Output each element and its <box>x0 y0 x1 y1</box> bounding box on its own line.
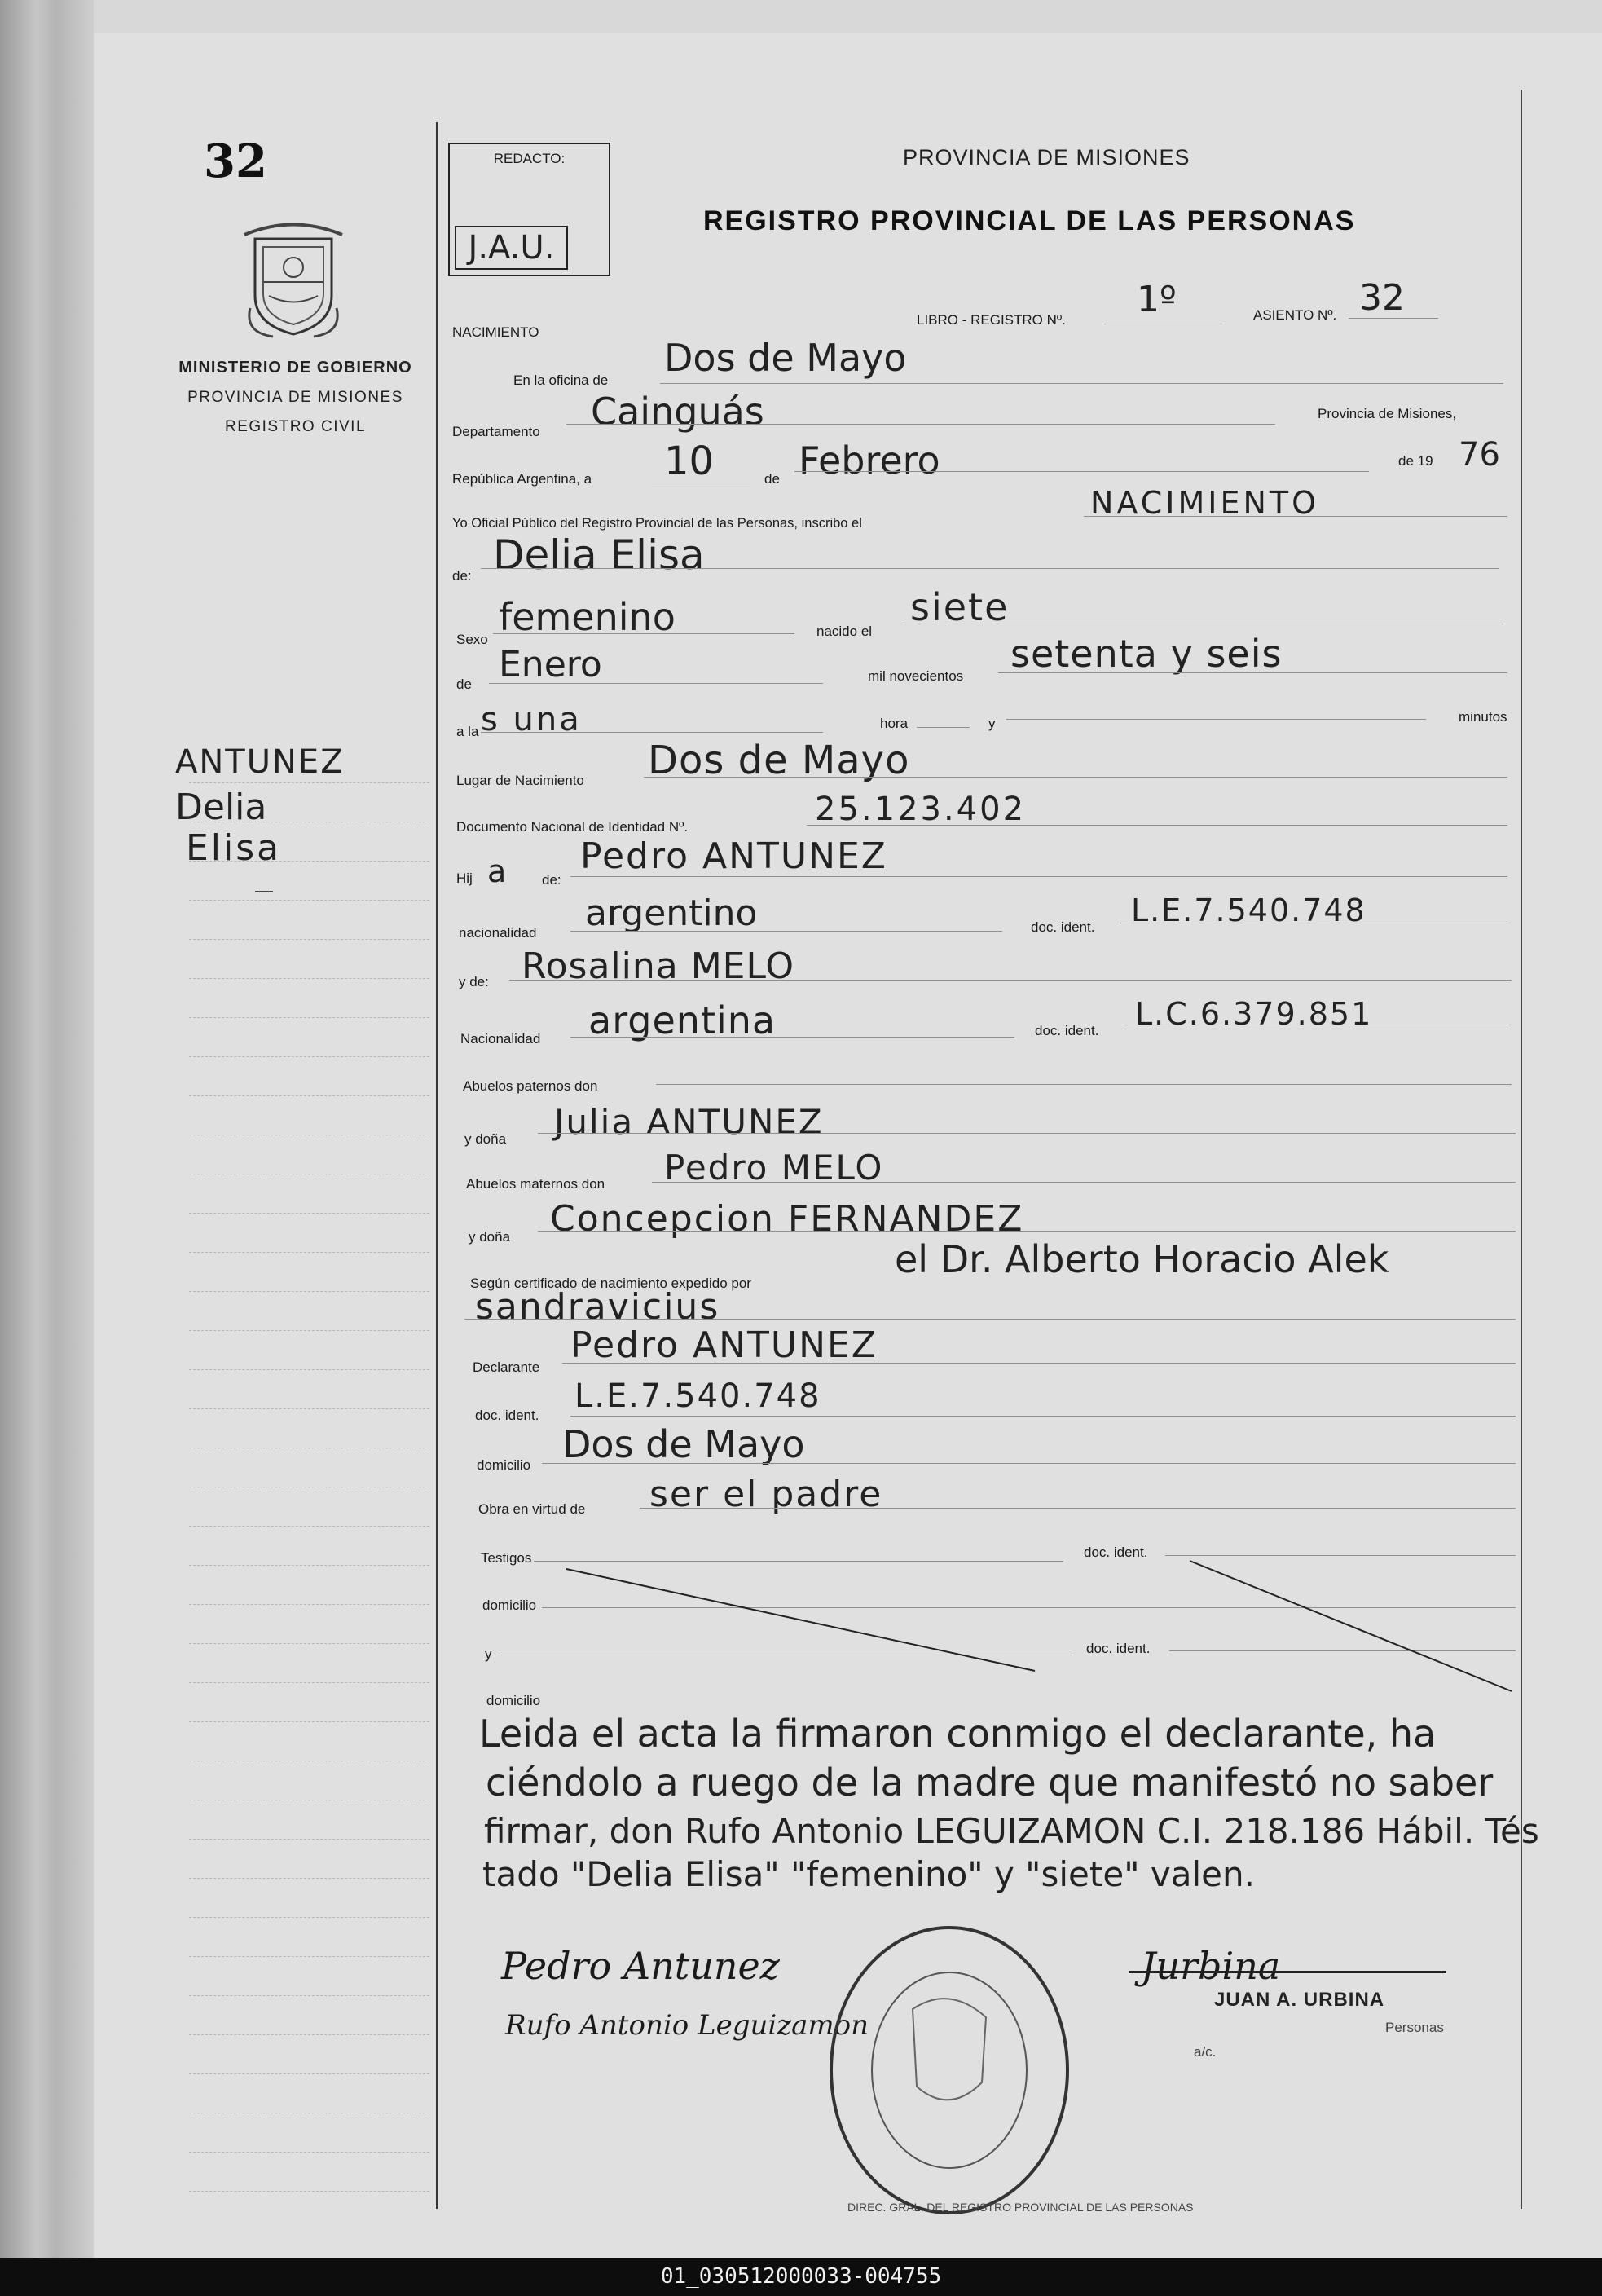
testigos-strike-lines <box>562 1553 1524 1699</box>
margin-line <box>189 1408 429 1409</box>
redacto-label: REDACTO: <box>493 151 566 166</box>
abuelo-materno-value: Pedro MELO <box>664 1148 884 1188</box>
republica-label: República Argentina, a <box>452 471 592 487</box>
inscribo-value: NACIMIENTO <box>1090 485 1320 521</box>
page-number: 32 <box>204 134 267 188</box>
testigo1-doc-label: doc. ident. <box>1084 1545 1148 1560</box>
margin-line <box>189 1917 429 1918</box>
y-label: y <box>988 716 996 731</box>
abuelos-paternos-label: Abuelos paternos don <box>463 1078 598 1094</box>
hora-label: hora <box>880 716 909 731</box>
observacion-line-2: ciéndolo a ruego de la madre que manifestó no saber <box>486 1761 1494 1805</box>
testigo-ruego-signature: Rufo Antonio Leguizamon <box>505 2009 869 2042</box>
margin-line <box>189 1839 429 1840</box>
certificado-label: Según certificado de nacimiento expedido por <box>470 1276 751 1291</box>
official-signature: Jurbina <box>1141 1944 1281 1988</box>
asiento-value: 32 <box>1359 277 1405 319</box>
minutos-label: minutos <box>1459 709 1507 725</box>
provincia-label: Provincia de Misiones, <box>1318 406 1457 421</box>
certificado-value-2: sandravicius <box>475 1286 720 1328</box>
doc-declarante-label: doc. ident. <box>475 1408 539 1423</box>
margin-line <box>189 1682 429 1683</box>
alas-label: a la <box>456 724 479 739</box>
obra-value: ser el padre <box>649 1474 883 1515</box>
doc-declarante-value: L.E.7.540.748 <box>574 1377 821 1415</box>
abuela-paterna-label: y doña <box>464 1131 507 1147</box>
doc-padre-label: doc. ident. <box>1031 919 1095 935</box>
testigo1-domicilio-label: domicilio <box>482 1598 537 1613</box>
ministry-province: PROVINCIA DE MISIONES <box>187 389 403 406</box>
hijo-suffix: a <box>487 853 507 889</box>
abuela-paterna-value: Julia ANTUNEZ <box>554 1102 824 1142</box>
doc-madre-value: L.C.6.379.851 <box>1135 996 1373 1032</box>
book-binding <box>0 0 94 2258</box>
margin-line <box>189 1056 429 1057</box>
domicilio-label: domicilio <box>477 1457 531 1473</box>
madre-label: y de: <box>459 974 489 989</box>
mil-value: setenta y seis <box>1010 632 1283 676</box>
libro-value: 1º <box>1137 279 1177 320</box>
margin-second-name: Elisa <box>186 827 282 869</box>
dni-label: Documento Nacional de Identidad Nº. <box>456 819 689 835</box>
doc-padre-value: L.E.7.540.748 <box>1131 892 1367 928</box>
abuelos-maternos-label: Abuelos maternos don <box>466 1176 605 1192</box>
redacto-value: J.A.U. <box>455 226 568 270</box>
margin-line <box>189 1213 429 1214</box>
nac-mes-value: Enero <box>499 644 602 685</box>
doc-madre-label: doc. ident. <box>1035 1023 1099 1038</box>
hijo-de-label: de: <box>542 872 561 888</box>
oficina-value: Dos de Mayo <box>664 336 907 380</box>
margin-line <box>189 1095 429 1096</box>
nac-mes-label: de <box>456 676 472 692</box>
margin-line <box>189 1565 429 1566</box>
de19-label: de 19 <box>1398 453 1433 469</box>
margin-line <box>189 2073 429 2074</box>
form-left-border <box>436 122 438 2209</box>
margin-surname: ANTUNEZ <box>175 743 345 781</box>
observacion-line-4: tado "Delia Elisa" "femenino" y "siete" valen. <box>482 1854 1255 1894</box>
oficina-label: En la oficina de <box>513 372 609 388</box>
margin-line <box>189 939 429 940</box>
margin-line <box>189 1369 429 1370</box>
libro-label: LIBRO - REGISTRO Nº. <box>917 312 1066 328</box>
registry-title: REGISTRO PROVINCIAL DE LAS PERSONAS <box>703 205 1356 236</box>
nac-madre-value: argentina <box>588 998 777 1042</box>
margin-line <box>189 2152 429 2153</box>
redacto-box <box>448 143 610 276</box>
testigo2-domicilio-label: domicilio <box>486 1693 541 1708</box>
form-right-border <box>1521 90 1522 2209</box>
nac-padre-label: nacionalidad <box>459 925 537 941</box>
abuela-materna-label: y doña <box>469 1229 511 1245</box>
margin-line <box>189 900 429 901</box>
dni-value: 25.123.402 <box>815 791 1027 828</box>
ministry-name: MINISTERIO DE GOBIERNO <box>178 359 412 377</box>
padre-value: Pedro ANTUNEZ <box>580 835 887 877</box>
official-title: Personas <box>1385 2020 1444 2035</box>
margin-line <box>189 1330 429 1331</box>
observacion-line-3: firmar, don Rufo Antonio LEGUIZAMON C.I. 218.186 Hábil. Tés <box>484 1811 1539 1851</box>
declarante-signature: Pedro Antunez <box>501 1944 780 1988</box>
asiento-label: ASIENTO Nº. <box>1253 307 1337 323</box>
hijo-label: Hij <box>456 870 473 886</box>
ministry-header <box>159 359 432 436</box>
margin-line <box>189 2034 429 2035</box>
sexo-value: femenino <box>499 595 676 639</box>
province-coat-of-arms-icon <box>240 218 346 341</box>
alas-value: s una <box>481 701 582 738</box>
seal-text: DIREC. GRAL. DEL REGISTRO PROVINCIAL DE LAS PERSONAS <box>847 2201 1194 2214</box>
nombre-label: de: <box>452 568 472 584</box>
margin-line <box>189 1995 429 1996</box>
observacion-line-1: Leida el acta la firmaron conmigo el declarante, ha <box>479 1712 1437 1756</box>
margin-line <box>189 1721 429 1722</box>
province-header: PROVINCIA DE MISIONES <box>903 145 1190 170</box>
de-label: de <box>764 471 780 487</box>
obra-label: Obra en virtud de <box>478 1501 586 1517</box>
margin-line <box>189 1956 429 1957</box>
dia-value: 10 <box>664 438 715 484</box>
margin-line <box>189 2191 429 2192</box>
lugar-label: Lugar de Nacimiento <box>456 773 584 788</box>
nac-madre-label: Nacionalidad <box>460 1031 541 1047</box>
margin-dash <box>255 891 273 892</box>
certificado-value-1: el Dr. Alberto Horacio Alek <box>895 1237 1389 1281</box>
scan-footer-id: 01_030512000033-004755 <box>0 2258 1602 2296</box>
nacido-label: nacido el <box>816 624 873 639</box>
departamento-value: Cainguás <box>591 390 764 434</box>
margin-line <box>189 1252 429 1253</box>
abuela-materna-value: Concepcion FERNANDEZ <box>550 1198 1024 1240</box>
margin-line <box>189 1017 429 1018</box>
nacido-value: siete <box>910 585 1010 629</box>
margin-line <box>189 1604 429 1605</box>
testigos-label: Testigos <box>481 1550 532 1566</box>
departamento-label: Departamento <box>452 424 540 439</box>
lugar-value: Dos de Mayo <box>648 738 910 783</box>
testigo2-label: y <box>485 1646 492 1662</box>
margin-line <box>189 1878 429 1879</box>
margin-line <box>189 1291 429 1292</box>
margin-first-name: Delia <box>175 787 267 828</box>
inscribo-label: Yo Oficial Público del Registro Provincial de las Personas, inscribo el <box>452 516 862 531</box>
margin-line <box>189 1526 429 1527</box>
sexo-label: Sexo <box>456 632 488 647</box>
margin-line <box>189 978 429 979</box>
nac-padre-value: argentino <box>585 892 758 934</box>
nombre-value: Delia Elisa <box>493 531 705 579</box>
official-sub: a/c. <box>1194 2044 1217 2060</box>
domicilio-value: Dos de Mayo <box>562 1422 805 1466</box>
official-name: JUAN A. URBINA <box>1214 1989 1385 2011</box>
declarante-label: Declarante <box>473 1360 540 1375</box>
madre-value: Rosalina MELO <box>522 945 795 987</box>
anio-value: 76 <box>1459 436 1500 474</box>
registry-seal-icon <box>819 1911 1088 2221</box>
signature-line <box>1129 1971 1446 1973</box>
ministry-registry: REGISTRO CIVIL <box>224 418 367 435</box>
nacimiento-label: NACIMIENTO <box>452 324 539 340</box>
margin-line <box>189 1643 429 1644</box>
testigo2-doc-label: doc. ident. <box>1086 1641 1151 1656</box>
margin-line <box>189 782 429 783</box>
declarante-value: Pedro ANTUNEZ <box>570 1324 878 1366</box>
mil-label: mil novecientos <box>868 668 964 684</box>
mes-value: Febrero <box>799 438 940 483</box>
